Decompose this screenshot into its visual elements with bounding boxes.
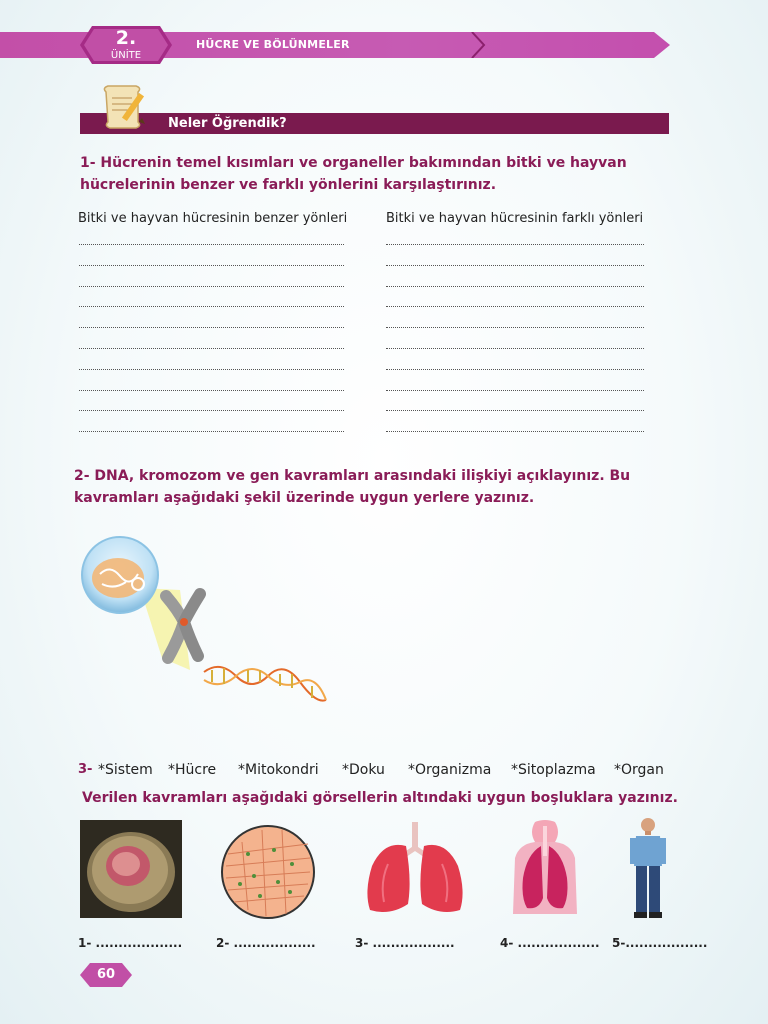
- blank-2[interactable]: 2- ..................: [216, 936, 316, 950]
- page-number: 60: [96, 967, 116, 982]
- similarity-answer-line[interactable]: [79, 368, 344, 370]
- difference-answer-line[interactable]: [386, 389, 644, 391]
- similarities-heading: Bitki ve hayvan hücresinin benzer yönleri: [78, 211, 348, 226]
- person-image: [628, 816, 668, 924]
- unit-label: ÜNİTE: [110, 50, 142, 61]
- difference-answer-line[interactable]: [386, 285, 644, 287]
- term-doku: *Doku: [342, 762, 385, 778]
- similarity-answer-line[interactable]: [79, 430, 344, 432]
- term-hucre: *Hücre: [168, 762, 217, 778]
- section-title: Neler Öğrendik?: [168, 116, 287, 131]
- similarity-answer-line[interactable]: [79, 389, 344, 391]
- question-2-text: 2- DNA, kromozom ve gen kavramları arasındaki ilişkiyi açıklayınız. Bu kavramları aşağıdaki şekil üzerinde uygun yerlere yazınız.: [74, 468, 631, 506]
- term-sistem: *Sistem: [98, 762, 153, 778]
- dna-chromosome-illustration: [80, 530, 340, 724]
- respiratory-system-image: [505, 818, 585, 922]
- difference-answer-line[interactable]: [386, 347, 644, 349]
- question-3-number: 3-: [78, 762, 93, 777]
- difference-answer-line[interactable]: [386, 368, 644, 370]
- chevron-right-icon: [470, 32, 488, 62]
- similarity-answer-line[interactable]: [79, 305, 344, 307]
- blank-3[interactable]: 3- ..................: [355, 936, 455, 950]
- lungs-image: [360, 820, 470, 922]
- similarity-answer-line[interactable]: [79, 264, 344, 266]
- similarity-answer-line[interactable]: [79, 326, 344, 328]
- difference-answer-line[interactable]: [386, 264, 644, 266]
- blank-5[interactable]: 5-..................: [612, 936, 708, 950]
- blank-1[interactable]: 1- ...................: [78, 936, 183, 950]
- question-3-instruction: Verilen kavramları aşağıdaki görsellerin altındaki uygun boşluklara yazınız.: [82, 790, 678, 806]
- difference-answer-line[interactable]: [386, 430, 644, 432]
- unit-number: 2.: [115, 27, 137, 49]
- similarity-answer-line[interactable]: [79, 409, 344, 411]
- term-sitoplazma: *Sitoplazma: [511, 762, 596, 778]
- difference-answer-line[interactable]: [386, 305, 644, 307]
- similarity-answer-line[interactable]: [79, 285, 344, 287]
- question-1-text: 1- Hücrenin temel kısımları ve organeller bakımından bitki ve hayvan hücrelerinin benzer ve farklı yönlerini karşılaştırınız.: [80, 155, 627, 193]
- term-organ: *Organ: [614, 762, 664, 778]
- scroll-pencil-icon: [98, 82, 150, 136]
- differences-heading: Bitki ve hayvan hücresinin farklı yönleri: [386, 211, 644, 226]
- unit-title: HÜCRE VE BÖLÜNMELER: [196, 38, 350, 51]
- difference-answer-line[interactable]: [386, 326, 644, 328]
- difference-answer-line[interactable]: [386, 243, 644, 245]
- term-organizma: *Organizma: [408, 762, 492, 778]
- difference-answer-line[interactable]: [386, 409, 644, 411]
- similarity-answer-line[interactable]: [79, 243, 344, 245]
- similarity-answer-line[interactable]: [79, 347, 344, 349]
- term-mitokondri: *Mitokondri: [238, 762, 319, 778]
- tissue-image: [218, 824, 318, 924]
- blank-4[interactable]: 4- ..................: [500, 936, 600, 950]
- cell-image: [80, 820, 182, 922]
